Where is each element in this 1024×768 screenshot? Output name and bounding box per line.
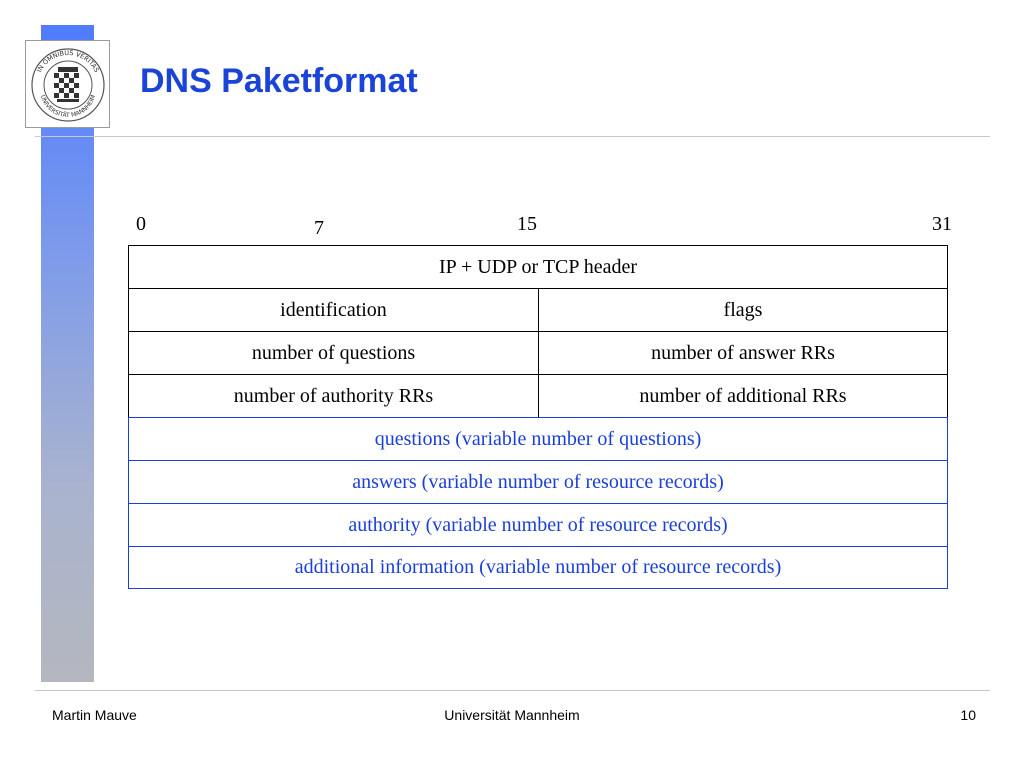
svg-text:IN OMNIBUS VERITAS: IN OMNIBUS VERITAS: [35, 48, 101, 74]
packet-row-authority-additional-counts: [128, 374, 948, 417]
footer-divider: [35, 690, 990, 691]
field-number-of-questions: number of questions: [251, 341, 416, 364]
field-number-of-additional-rrs: number of additional RRs: [538, 375, 947, 417]
packet-row-questions: [128, 417, 948, 460]
footer-institution: Universität Mannheim: [444, 707, 580, 723]
packet-row-authority: [128, 503, 948, 546]
dns-packet-diagram: [128, 245, 948, 589]
field-identification: identification: [280, 298, 387, 321]
field-flags: flags: [538, 289, 947, 331]
footer-author: Martin Mauve: [52, 707, 137, 723]
university-logo: [25, 40, 110, 128]
packet-row-ip-header: [128, 245, 948, 288]
packet-row-additional-information: [128, 546, 948, 589]
section-additional-information: additional information (variable number of resource records): [294, 556, 782, 578]
section-authority: authority (variable number of resource records): [348, 513, 728, 536]
field-number-of-authority-rrs: number of authority RRs: [233, 384, 434, 407]
section-questions: questions (variable number of questions): [374, 427, 702, 450]
field-ip-udp-tcp-header: IP + UDP or TCP header: [438, 255, 638, 278]
svg-text:UNIVERSITÄT MANNHEIM: UNIVERSITÄT MANNHEIM: [38, 94, 98, 120]
field-number-of-answer-rrs: number of answer RRs: [538, 332, 947, 374]
packet-row-question-answer-counts: [128, 331, 948, 374]
bit-label-15: 15: [517, 213, 537, 235]
header-divider: [35, 136, 990, 137]
packet-row-answers: [128, 460, 948, 503]
slide-number: 10: [960, 707, 976, 723]
bit-label-0: 0: [136, 213, 146, 235]
packet-row-id-flags: [128, 288, 948, 331]
section-answers: answers (variable number of resource records): [352, 470, 724, 493]
university-seal-icon: [26, 41, 111, 129]
bit-label-7: 7: [314, 217, 324, 239]
slide-title: DNS Paketformat: [140, 62, 418, 100]
bit-label-31: 31: [932, 213, 952, 235]
